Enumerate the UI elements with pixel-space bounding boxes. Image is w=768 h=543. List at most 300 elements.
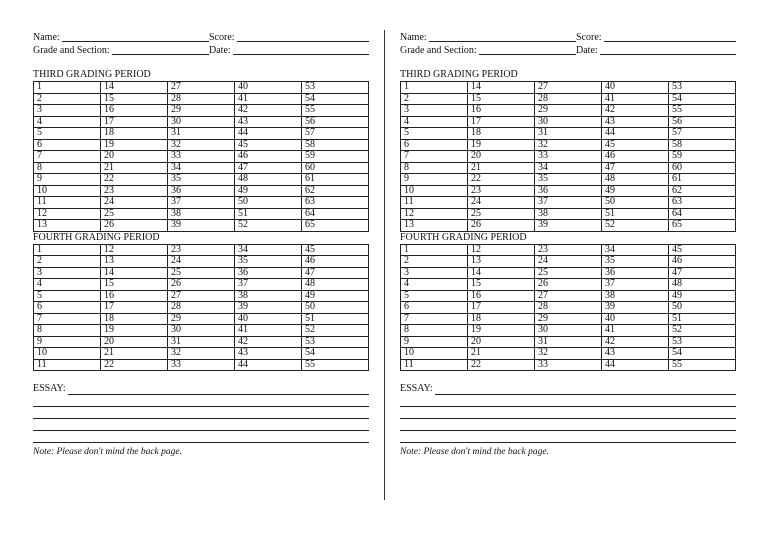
- answer-cell[interactable]: 28: [168, 93, 235, 105]
- answer-cell[interactable]: 35: [535, 174, 602, 186]
- table-row: [401, 128, 736, 140]
- answer-cell[interactable]: 22: [101, 174, 168, 186]
- answer-cell[interactable]: 40: [602, 82, 669, 94]
- answer-cell[interactable]: 11: [401, 359, 468, 371]
- answer-cell[interactable]: 35: [602, 256, 669, 268]
- answer-cell[interactable]: 7: [401, 313, 468, 325]
- name-label: Name:: [400, 32, 427, 43]
- answer-cell[interactable]: 32: [168, 139, 235, 151]
- answer-cell[interactable]: 31: [535, 128, 602, 140]
- answer-cell[interactable]: 34: [602, 244, 669, 256]
- answer-cell[interactable]: 59: [302, 151, 369, 163]
- answer-cell[interactable]: 55: [302, 105, 369, 117]
- answer-cell[interactable]: 7: [34, 313, 101, 325]
- answer-cell[interactable]: 47: [602, 162, 669, 174]
- answer-cell[interactable]: 10: [34, 185, 101, 197]
- answer-cell[interactable]: 42: [602, 336, 669, 348]
- essay-row: [400, 383, 736, 395]
- answer-cell[interactable]: 61: [669, 174, 736, 186]
- answer-cell[interactable]: 31: [168, 128, 235, 140]
- answer-cell[interactable]: 6: [401, 302, 468, 314]
- name-field[interactable]: [62, 31, 209, 42]
- score-label: Score:: [576, 32, 602, 43]
- table-row: [34, 93, 369, 105]
- grade-section-field[interactable]: [479, 44, 576, 55]
- answer-cell[interactable]: 19: [468, 325, 535, 337]
- answer-cell[interactable]: 13: [34, 220, 101, 232]
- table-row: [401, 139, 736, 151]
- answer-cell[interactable]: 65: [669, 220, 736, 232]
- third-period-table: [400, 81, 736, 232]
- table-row: [401, 116, 736, 128]
- answer-cell[interactable]: 30: [535, 325, 602, 337]
- answer-cell[interactable]: 57: [302, 128, 369, 140]
- answer-cell[interactable]: 62: [669, 185, 736, 197]
- answer-cell[interactable]: 20: [468, 151, 535, 163]
- answer-cell[interactable]: 21: [468, 348, 535, 360]
- answer-cell[interactable]: 9: [401, 174, 468, 186]
- answer-cell[interactable]: 22: [468, 174, 535, 186]
- answer-cell[interactable]: 8: [401, 162, 468, 174]
- grade-section-label: Grade and Section:: [400, 45, 477, 56]
- answer-cell[interactable]: 45: [302, 244, 369, 256]
- answer-cell[interactable]: 31: [168, 336, 235, 348]
- essay-line[interactable]: [33, 419, 369, 431]
- answer-cell[interactable]: 46: [669, 256, 736, 268]
- answer-cell[interactable]: 9: [401, 336, 468, 348]
- answer-cell[interactable]: 43: [602, 116, 669, 128]
- header-row-1: [33, 31, 369, 44]
- table-row: [401, 336, 736, 348]
- answer-cell[interactable]: 21: [101, 162, 168, 174]
- answer-cell[interactable]: 22: [101, 359, 168, 371]
- essay-line[interactable]: [400, 419, 736, 431]
- answer-cell[interactable]: 45: [602, 139, 669, 151]
- answer-cell[interactable]: 52: [669, 325, 736, 337]
- table-row: [401, 162, 736, 174]
- answer-cell[interactable]: 41: [602, 93, 669, 105]
- answer-cell[interactable]: 37: [602, 279, 669, 291]
- answer-cell[interactable]: 10: [401, 185, 468, 197]
- answer-cell[interactable]: 32: [168, 348, 235, 360]
- answer-cell[interactable]: 18: [101, 128, 168, 140]
- answer-cell[interactable]: 34: [535, 162, 602, 174]
- answer-cell[interactable]: 30: [168, 325, 235, 337]
- answer-cell[interactable]: 51: [669, 313, 736, 325]
- third-period-heading: THIRD GRADING PERIOD: [33, 69, 151, 80]
- table-row: [34, 256, 369, 268]
- answer-cell[interactable]: 16: [101, 105, 168, 117]
- answer-cell[interactable]: 12: [401, 208, 468, 220]
- answer-cell[interactable]: 48: [235, 174, 302, 186]
- answer-cell[interactable]: 10: [34, 348, 101, 360]
- answer-cell[interactable]: 27: [535, 82, 602, 94]
- answer-cell[interactable]: 46: [602, 151, 669, 163]
- answer-cell[interactable]: 51: [302, 313, 369, 325]
- answer-cell[interactable]: 1: [34, 82, 101, 94]
- answer-cell[interactable]: 61: [302, 174, 369, 186]
- table-row: [401, 208, 736, 220]
- answer-cell[interactable]: 6: [34, 139, 101, 151]
- answer-cell[interactable]: 26: [468, 220, 535, 232]
- answer-cell[interactable]: 27: [535, 290, 602, 302]
- essay-line[interactable]: [33, 395, 369, 407]
- answer-cell[interactable]: 13: [401, 220, 468, 232]
- table-row: [401, 348, 736, 360]
- answer-cell[interactable]: 5: [401, 128, 468, 140]
- answer-cell[interactable]: 26: [535, 279, 602, 291]
- answer-cell[interactable]: 25: [168, 267, 235, 279]
- table-row: [401, 244, 736, 256]
- answer-cell[interactable]: 63: [302, 197, 369, 209]
- answer-cell[interactable]: 4: [401, 279, 468, 291]
- answer-cell[interactable]: 24: [168, 256, 235, 268]
- answer-cell[interactable]: 15: [468, 93, 535, 105]
- grade-section-field[interactable]: [112, 44, 209, 55]
- answer-cell[interactable]: 36: [235, 267, 302, 279]
- answer-cell[interactable]: 62: [302, 185, 369, 197]
- essay-row: [33, 383, 369, 395]
- answer-cell[interactable]: 42: [235, 105, 302, 117]
- essay-line[interactable]: [400, 431, 736, 443]
- answer-cell[interactable]: 60: [302, 162, 369, 174]
- answer-cell[interactable]: 44: [235, 128, 302, 140]
- answer-cell[interactable]: 29: [535, 105, 602, 117]
- table-row: [34, 128, 369, 140]
- answer-cell[interactable]: 50: [669, 302, 736, 314]
- answer-cell[interactable]: 19: [468, 139, 535, 151]
- answer-cell[interactable]: 45: [235, 139, 302, 151]
- answer-cell[interactable]: 4: [34, 279, 101, 291]
- answer-cell[interactable]: 17: [101, 302, 168, 314]
- date-field[interactable]: [233, 44, 369, 55]
- answer-cell[interactable]: 18: [101, 313, 168, 325]
- answer-cell[interactable]: 25: [535, 267, 602, 279]
- essay-field[interactable]: [435, 383, 736, 395]
- answer-cell[interactable]: 1: [34, 244, 101, 256]
- answer-cell[interactable]: 21: [101, 348, 168, 360]
- answer-cell[interactable]: 40: [235, 82, 302, 94]
- answer-cell[interactable]: 44: [235, 359, 302, 371]
- answer-cell[interactable]: 2: [34, 256, 101, 268]
- answer-cell[interactable]: 3: [34, 105, 101, 117]
- essay-line[interactable]: [400, 407, 736, 419]
- answer-cell[interactable]: 58: [302, 139, 369, 151]
- answer-cell[interactable]: 7: [401, 151, 468, 163]
- answer-cell[interactable]: 14: [468, 267, 535, 279]
- answer-cell[interactable]: 48: [302, 279, 369, 291]
- answer-cell[interactable]: 36: [168, 185, 235, 197]
- answer-cell[interactable]: 17: [468, 302, 535, 314]
- answer-cell[interactable]: 40: [235, 313, 302, 325]
- answer-cell[interactable]: 26: [101, 220, 168, 232]
- answer-cell[interactable]: 15: [468, 279, 535, 291]
- answer-cell[interactable]: 24: [468, 197, 535, 209]
- answer-cell[interactable]: 17: [101, 116, 168, 128]
- answer-cell[interactable]: 20: [468, 336, 535, 348]
- answer-cell[interactable]: 25: [468, 208, 535, 220]
- answer-cell[interactable]: 14: [101, 267, 168, 279]
- answer-cell[interactable]: 56: [302, 116, 369, 128]
- answer-cell[interactable]: 11: [34, 197, 101, 209]
- table-row: [401, 151, 736, 163]
- answer-cell[interactable]: 47: [669, 267, 736, 279]
- answer-cell[interactable]: 38: [168, 208, 235, 220]
- answer-cell[interactable]: 49: [235, 185, 302, 197]
- answer-cell[interactable]: 36: [535, 185, 602, 197]
- answer-cell[interactable]: 37: [168, 197, 235, 209]
- answer-cell[interactable]: 18: [468, 313, 535, 325]
- answer-cell[interactable]: 17: [468, 116, 535, 128]
- essay-field[interactable]: [68, 383, 369, 395]
- answer-cell[interactable]: 53: [302, 336, 369, 348]
- answer-cell[interactable]: 50: [602, 197, 669, 209]
- answer-cell[interactable]: 51: [235, 208, 302, 220]
- date-label: Date:: [576, 45, 598, 56]
- answer-cell[interactable]: 32: [535, 139, 602, 151]
- answer-cell[interactable]: 39: [168, 220, 235, 232]
- table-row: [401, 313, 736, 325]
- answer-cell[interactable]: 33: [535, 359, 602, 371]
- answer-cell[interactable]: 5: [401, 290, 468, 302]
- answer-cell[interactable]: 24: [101, 197, 168, 209]
- answer-cell[interactable]: 21: [468, 162, 535, 174]
- answer-cell[interactable]: 2: [34, 93, 101, 105]
- answer-cell[interactable]: 23: [468, 185, 535, 197]
- table-row: [401, 256, 736, 268]
- answer-cell[interactable]: 6: [34, 302, 101, 314]
- answer-cell[interactable]: 28: [168, 302, 235, 314]
- answer-cell[interactable]: 8: [34, 162, 101, 174]
- answer-cell[interactable]: 1: [401, 244, 468, 256]
- answer-cell[interactable]: 6: [401, 139, 468, 151]
- answer-cell[interactable]: 20: [101, 151, 168, 163]
- answer-cell[interactable]: 54: [669, 348, 736, 360]
- table-row: [401, 302, 736, 314]
- answer-cell[interactable]: 5: [34, 128, 101, 140]
- answer-cell[interactable]: 3: [401, 267, 468, 279]
- answer-cell[interactable]: 3: [34, 267, 101, 279]
- answer-cell[interactable]: 11: [401, 197, 468, 209]
- essay-line[interactable]: [33, 407, 369, 419]
- answer-cell[interactable]: 39: [535, 220, 602, 232]
- answer-cell[interactable]: 27: [168, 82, 235, 94]
- answer-cell[interactable]: 33: [535, 151, 602, 163]
- answer-cell[interactable]: 43: [235, 348, 302, 360]
- answer-cell[interactable]: 11: [34, 359, 101, 371]
- answer-cell[interactable]: 30: [168, 116, 235, 128]
- table-row: [34, 185, 369, 197]
- answer-cell[interactable]: 12: [101, 244, 168, 256]
- answer-cell[interactable]: 53: [302, 82, 369, 94]
- answer-cell[interactable]: 52: [302, 325, 369, 337]
- answer-cell[interactable]: 9: [34, 174, 101, 186]
- table-row: [34, 82, 369, 94]
- answer-cell[interactable]: 29: [168, 313, 235, 325]
- answer-cell[interactable]: 16: [468, 290, 535, 302]
- answer-cell[interactable]: 43: [235, 116, 302, 128]
- answer-cell[interactable]: 45: [669, 244, 736, 256]
- answer-cell[interactable]: 7: [34, 151, 101, 163]
- answer-cell[interactable]: 16: [468, 105, 535, 117]
- answer-cell[interactable]: 48: [602, 174, 669, 186]
- date-field[interactable]: [600, 44, 736, 55]
- answer-cell[interactable]: 22: [468, 359, 535, 371]
- answer-cell[interactable]: 35: [168, 174, 235, 186]
- answer-cell[interactable]: 24: [535, 256, 602, 268]
- answer-cell[interactable]: 12: [468, 244, 535, 256]
- table-row: [401, 174, 736, 186]
- answer-cell[interactable]: 19: [101, 139, 168, 151]
- answer-cell[interactable]: 46: [302, 256, 369, 268]
- answer-cell[interactable]: 35: [235, 256, 302, 268]
- answer-cell[interactable]: 4: [34, 116, 101, 128]
- answer-cell[interactable]: 18: [468, 128, 535, 140]
- answer-cell[interactable]: 53: [669, 82, 736, 94]
- table-row: [401, 82, 736, 94]
- answer-cell[interactable]: 10: [401, 348, 468, 360]
- answer-cell[interactable]: 64: [669, 208, 736, 220]
- answer-cell[interactable]: 64: [302, 208, 369, 220]
- answer-cell[interactable]: 52: [235, 220, 302, 232]
- answer-cell[interactable]: 40: [602, 313, 669, 325]
- answer-cell[interactable]: 48: [669, 279, 736, 291]
- answer-cell[interactable]: 50: [235, 197, 302, 209]
- answer-cell[interactable]: 12: [34, 208, 101, 220]
- answer-cell[interactable]: 13: [101, 256, 168, 268]
- answer-cell[interactable]: 58: [669, 139, 736, 151]
- answer-cell[interactable]: 28: [535, 93, 602, 105]
- answer-cell[interactable]: 41: [235, 93, 302, 105]
- answer-cell[interactable]: 63: [669, 197, 736, 209]
- essay-line[interactable]: [33, 431, 369, 443]
- grade-section-label: Grade and Section:: [33, 45, 110, 56]
- table-row: [34, 174, 369, 186]
- answer-cell[interactable]: 29: [168, 105, 235, 117]
- answer-cell[interactable]: 20: [101, 336, 168, 348]
- answer-cell[interactable]: 27: [168, 290, 235, 302]
- answer-cell[interactable]: 43: [602, 348, 669, 360]
- answer-cell[interactable]: 51: [602, 208, 669, 220]
- answer-cell[interactable]: 41: [235, 325, 302, 337]
- table-row: [34, 336, 369, 348]
- answer-cell[interactable]: 42: [602, 105, 669, 117]
- answer-cell[interactable]: 55: [669, 105, 736, 117]
- answer-cell[interactable]: 34: [235, 244, 302, 256]
- answer-cell[interactable]: 44: [602, 128, 669, 140]
- score-label: Score:: [209, 32, 235, 43]
- answer-sheet-right: [400, 31, 736, 457]
- answer-cell[interactable]: 46: [235, 151, 302, 163]
- answer-cell[interactable]: 44: [602, 359, 669, 371]
- table-row: [34, 197, 369, 209]
- answer-cell[interactable]: 47: [302, 267, 369, 279]
- answer-cell[interactable]: 1: [401, 82, 468, 94]
- answer-cell[interactable]: 15: [101, 93, 168, 105]
- name-field[interactable]: [429, 31, 576, 42]
- answer-cell[interactable]: 38: [235, 290, 302, 302]
- answer-cell[interactable]: 49: [669, 290, 736, 302]
- answer-cell[interactable]: 60: [669, 162, 736, 174]
- answer-cell[interactable]: 30: [535, 116, 602, 128]
- answer-sheet-left: [33, 31, 369, 457]
- answer-cell[interactable]: 2: [401, 93, 468, 105]
- essay-label: ESSAY:: [400, 383, 433, 394]
- answer-cell[interactable]: 53: [669, 336, 736, 348]
- answer-cell[interactable]: 55: [302, 359, 369, 371]
- answer-cell[interactable]: 8: [34, 325, 101, 337]
- answer-cell[interactable]: 50: [302, 302, 369, 314]
- answer-cell[interactable]: 65: [302, 220, 369, 232]
- answer-cell[interactable]: 55: [669, 359, 736, 371]
- answer-cell[interactable]: 14: [101, 82, 168, 94]
- answer-cell[interactable]: 23: [535, 244, 602, 256]
- table-row: [34, 267, 369, 279]
- answer-cell[interactable]: 57: [669, 128, 736, 140]
- table-row: [34, 325, 369, 337]
- answer-cell[interactable]: 28: [535, 302, 602, 314]
- answer-cell[interactable]: 33: [168, 359, 235, 371]
- answer-cell[interactable]: 29: [535, 313, 602, 325]
- answer-cell[interactable]: 31: [535, 336, 602, 348]
- answer-cell[interactable]: 56: [669, 116, 736, 128]
- score-field[interactable]: [237, 31, 369, 42]
- answer-cell[interactable]: 41: [602, 325, 669, 337]
- answer-cell[interactable]: 37: [535, 197, 602, 209]
- table-row: [34, 348, 369, 360]
- answer-cell[interactable]: 38: [602, 290, 669, 302]
- answer-cell[interactable]: 5: [34, 290, 101, 302]
- answer-cell[interactable]: 14: [468, 82, 535, 94]
- answer-cell[interactable]: 26: [168, 279, 235, 291]
- answer-cell[interactable]: 3: [401, 105, 468, 117]
- answer-cell[interactable]: 16: [101, 290, 168, 302]
- answer-cell[interactable]: 33: [168, 151, 235, 163]
- answer-cell[interactable]: 38: [535, 208, 602, 220]
- answer-cell[interactable]: 23: [101, 185, 168, 197]
- answer-cell[interactable]: 23: [168, 244, 235, 256]
- answer-cell[interactable]: 36: [602, 267, 669, 279]
- answer-cell[interactable]: 42: [235, 336, 302, 348]
- table-row: [401, 267, 736, 279]
- answer-cell[interactable]: 54: [302, 93, 369, 105]
- answer-cell[interactable]: 52: [602, 220, 669, 232]
- answer-cell[interactable]: 32: [535, 348, 602, 360]
- score-field[interactable]: [604, 31, 736, 42]
- name-label: Name:: [33, 32, 60, 43]
- answer-cell[interactable]: 9: [34, 336, 101, 348]
- answer-cell[interactable]: 49: [602, 185, 669, 197]
- answer-cell[interactable]: 59: [669, 151, 736, 163]
- answer-cell[interactable]: 39: [602, 302, 669, 314]
- answer-cell[interactable]: 37: [235, 279, 302, 291]
- fourth-period-table: [33, 244, 369, 372]
- answer-cell[interactable]: 54: [302, 348, 369, 360]
- answer-cell[interactable]: 39: [235, 302, 302, 314]
- answer-cell[interactable]: 13: [468, 256, 535, 268]
- answer-cell[interactable]: 34: [168, 162, 235, 174]
- answer-cell[interactable]: 8: [401, 325, 468, 337]
- answer-cell[interactable]: 49: [302, 290, 369, 302]
- answer-cell[interactable]: 47: [235, 162, 302, 174]
- answer-cell[interactable]: 25: [101, 208, 168, 220]
- answer-cell[interactable]: 4: [401, 116, 468, 128]
- answer-cell[interactable]: 54: [669, 93, 736, 105]
- answer-cell[interactable]: 2: [401, 256, 468, 268]
- answer-cell[interactable]: 15: [101, 279, 168, 291]
- answer-cell[interactable]: 19: [101, 325, 168, 337]
- essay-line[interactable]: [400, 395, 736, 407]
